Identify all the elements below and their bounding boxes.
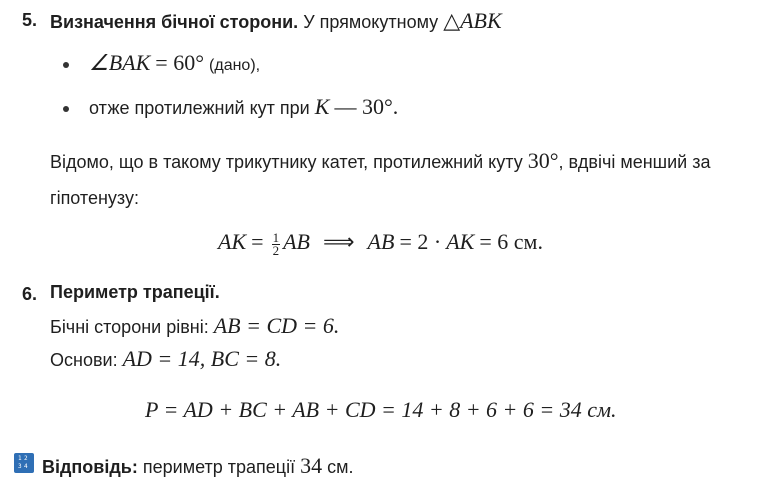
angle-bak: ∠BAK [89, 50, 151, 75]
paragraph-angle: 30° [527, 148, 559, 173]
formula-ak2: AK [446, 229, 475, 254]
step-6-heading: Периметр трапеції. [50, 282, 220, 302]
icon-digit: 1 [18, 455, 22, 462]
icon-digit: 2 [24, 455, 28, 462]
vertex-k: K [314, 94, 330, 119]
formula-eq: = [251, 229, 264, 254]
bullet-opposite-angle [89, 94, 398, 120]
lateral-sides-text: Бічні сторони рівні: [50, 317, 209, 337]
answer-unit: см. [327, 457, 354, 477]
bases-math: AD = 14, BC = 8. [122, 346, 282, 371]
given-note: (дано), [209, 57, 261, 74]
fraction-numerator: 1 [272, 229, 280, 245]
angle-k-value: — 30°. [334, 94, 399, 119]
icon-digit: 3 [18, 463, 22, 470]
step-6-line-1 [50, 313, 339, 339]
perimeter-formula: P = AD + BC + AB + CD = 14 + 8 + 6 + 6 = 34 см. [145, 397, 617, 422]
formula-result: = 6 см. [479, 229, 543, 254]
step-5-header [50, 8, 502, 34]
paragraph-text-end: , вдвічі менший за [558, 152, 711, 172]
triangle-symbol: △ [443, 8, 461, 33]
step-number-5: 5. [22, 10, 38, 30]
bullet-angle-bak [89, 50, 260, 76]
paragraph-text: Відомо, що в такому трикутнику катет, протилежний куту [50, 152, 523, 172]
answer-text: периметр трапеції [142, 457, 296, 477]
paragraph-line-2: гіпотенузу: [50, 188, 139, 208]
answer-line [42, 453, 354, 479]
step-number-6: 6. [22, 284, 38, 304]
answer-value: 34 [300, 453, 323, 478]
step-5-intro: У прямокутному [303, 12, 439, 32]
paragraph-line-1 [50, 148, 710, 174]
formula-ak-lhs: AK [218, 229, 247, 254]
formula-eq2: = 2 · [399, 229, 442, 254]
step-6-line-2 [50, 346, 281, 372]
bases-text: Основи: [50, 350, 118, 370]
bullet-text: отже протилежний кут при [89, 98, 310, 118]
implies-symbol: ⟹ [322, 229, 355, 254]
icon-digit: 4 [24, 463, 28, 470]
formula-ab2: AB [367, 229, 395, 254]
bullet-dot [63, 62, 69, 68]
lateral-sides-math: AB = CD = 6. [213, 313, 340, 338]
numbers-icon [14, 453, 34, 473]
fraction-denominator: 2 [272, 242, 280, 258]
formula-ab: AB [283, 229, 310, 254]
bullet-dot [63, 106, 69, 112]
step-5-heading: Визначення бічної сторони. [50, 12, 299, 32]
formula-ak [218, 229, 543, 257]
triangle-name: ABK [460, 8, 502, 33]
fraction-half [272, 229, 281, 258]
angle-bak-value: = 60° [155, 50, 205, 75]
answer-label: Відповідь: [42, 457, 138, 477]
